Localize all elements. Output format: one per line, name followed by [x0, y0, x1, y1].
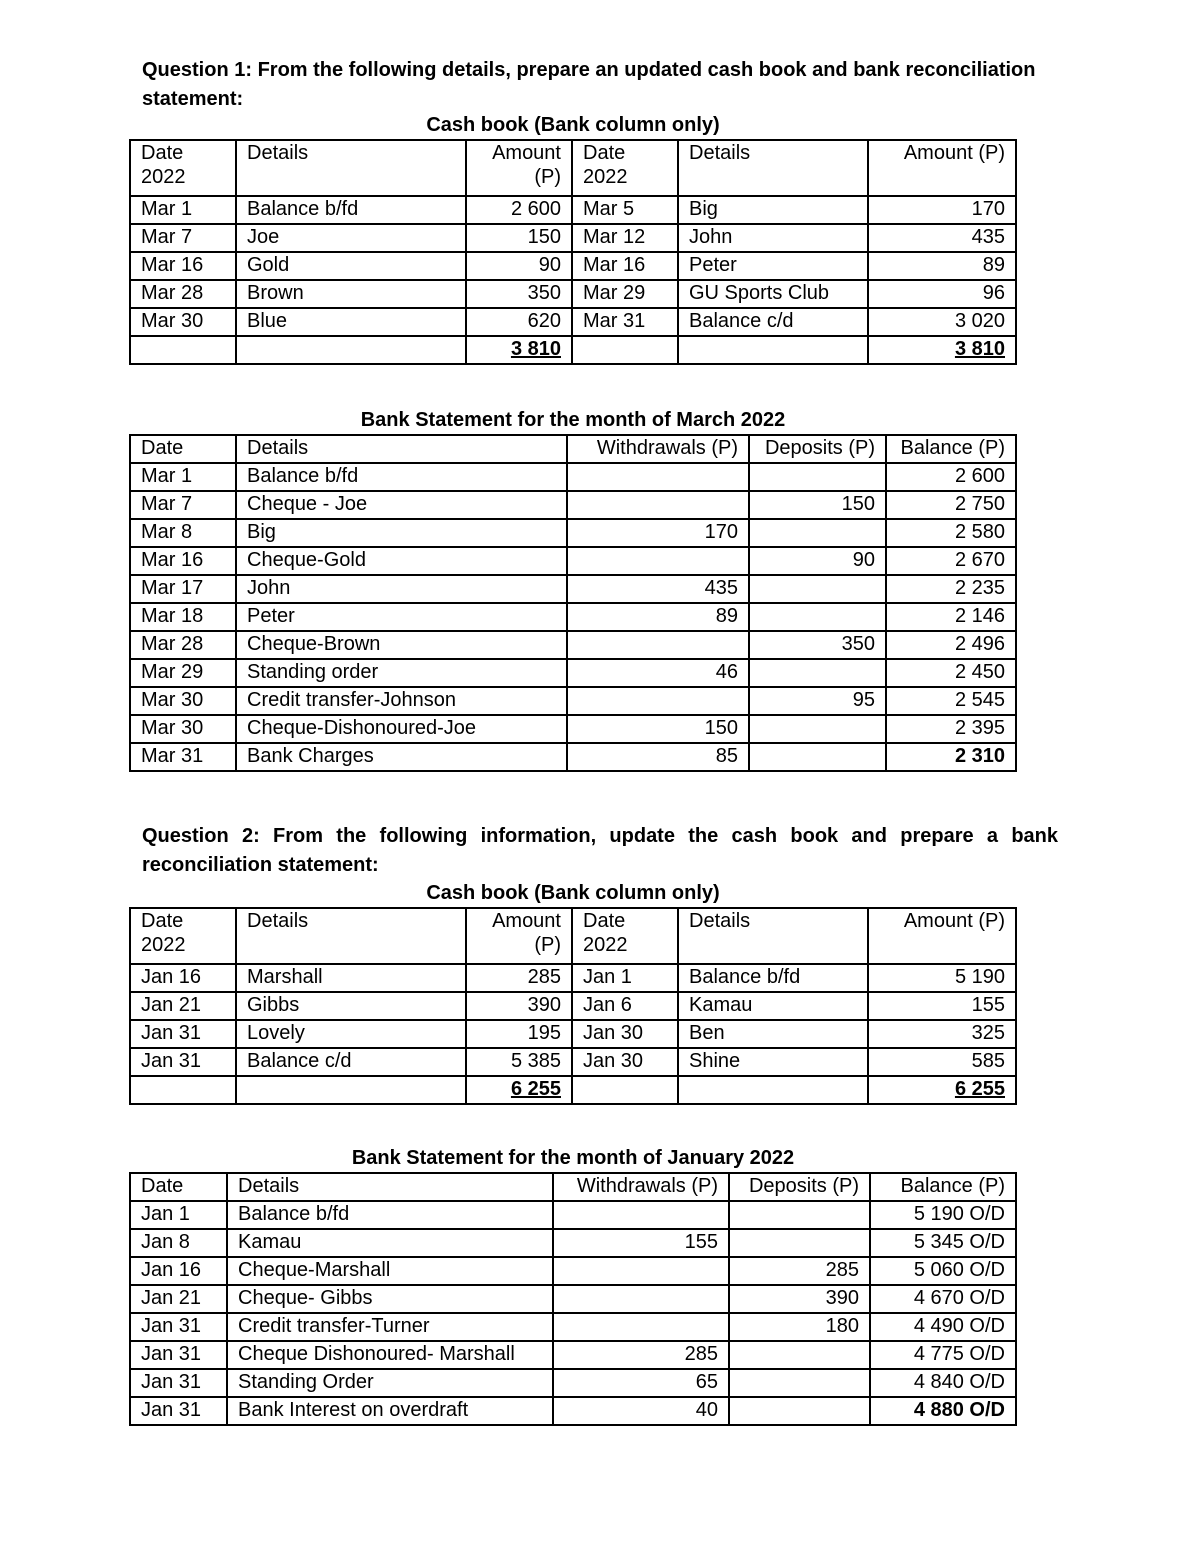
- balance-cell: 4 775 O/D: [870, 1341, 1016, 1369]
- details-cell: Standing order: [236, 659, 567, 687]
- withdrawals-cell: 155: [553, 1229, 729, 1257]
- amount-header: Amount (P): [868, 908, 1016, 964]
- q1-bank-statement-title: Bank Statement for the month of March 2022: [360, 409, 786, 431]
- totals-row: [130, 1076, 1016, 1104]
- deposits-cell: [729, 1201, 870, 1229]
- empty-cell: [130, 1076, 236, 1104]
- date-cell: Mar 16: [130, 547, 236, 575]
- balance-cell: 4 490 O/D: [870, 1313, 1016, 1341]
- amount-header: Amount (P): [466, 908, 572, 964]
- table-row: [130, 964, 1016, 992]
- details-cell: Cheque- Gibbs: [227, 1285, 553, 1313]
- balance-cell: 4 840 O/D: [870, 1369, 1016, 1397]
- date-cell: Jan 21: [130, 992, 236, 1020]
- balance-cell: 2 750: [886, 491, 1016, 519]
- details-cell: Brown: [236, 280, 466, 308]
- amount-cell: 90: [466, 252, 572, 280]
- table-row: [130, 1048, 1016, 1076]
- details-cell: Balance c/d: [236, 1048, 466, 1076]
- deposits-header: Deposits (P): [729, 1173, 870, 1201]
- q1-cashbook-table: [129, 139, 1017, 365]
- details-cell: Balance b/fd: [227, 1201, 553, 1229]
- empty-cell: [236, 336, 466, 364]
- date-cell: Jan 1: [130, 1201, 227, 1229]
- q2-bank-statement-table: [129, 1172, 1017, 1426]
- deposits-cell: [749, 603, 886, 631]
- details-cell: GU Sports Club: [678, 280, 868, 308]
- table-row: [130, 519, 1016, 547]
- details-header: Details: [236, 908, 466, 964]
- details-cell: Gold: [236, 252, 466, 280]
- details-cell: Cheque-Brown: [236, 631, 567, 659]
- withdrawals-cell: [553, 1257, 729, 1285]
- deposits-cell: 90: [749, 547, 886, 575]
- details-header: Details: [227, 1173, 553, 1201]
- question-1-text: Question 1: From the following details, prepare an updated cash book and bank reconciliation statement:: [142, 59, 1036, 110]
- amount-cell: 5 190: [868, 964, 1016, 992]
- details-cell: Standing Order: [227, 1369, 553, 1397]
- empty-cell: [236, 1076, 466, 1104]
- amount-cell: 285: [466, 964, 572, 992]
- empty-cell: [572, 336, 678, 364]
- deposits-cell: [749, 575, 886, 603]
- deposits-cell: 95: [749, 687, 886, 715]
- date-cell: Mar 18: [130, 603, 236, 631]
- deposits-cell: [729, 1369, 870, 1397]
- date-cell: Mar 30: [130, 687, 236, 715]
- empty-cell: [678, 336, 868, 364]
- amount-cell: 585: [868, 1048, 1016, 1076]
- balance-cell: 2 235: [886, 575, 1016, 603]
- amount-cell: 620: [466, 308, 572, 336]
- balance-cell: 2 545: [886, 687, 1016, 715]
- amount-cell: 390: [466, 992, 572, 1020]
- date-cell: Mar 31: [130, 743, 236, 771]
- table-row: [130, 631, 1016, 659]
- date-cell: Mar 1: [130, 463, 236, 491]
- q1-cashbook-title: Cash book (Bank column only): [426, 114, 720, 136]
- details-cell: Balance b/fd: [236, 463, 567, 491]
- date-header: Date: [130, 1173, 227, 1201]
- table-row: [130, 1313, 1016, 1341]
- details-cell: Bank Interest on overdraft: [227, 1397, 553, 1425]
- amount-header: Amount (P): [466, 140, 572, 196]
- date-cell: Jan 31: [130, 1369, 227, 1397]
- balance-cell: 5 345 O/D: [870, 1229, 1016, 1257]
- total-right-cell: 3 810: [868, 336, 1016, 364]
- date-cell: Jan 1: [572, 964, 678, 992]
- table-row: [130, 1285, 1016, 1313]
- date-cell: Jan 30: [572, 1048, 678, 1076]
- details-cell: Credit transfer-Johnson: [236, 687, 567, 715]
- withdrawals-cell: 40: [553, 1397, 729, 1425]
- withdrawals-cell: 65: [553, 1369, 729, 1397]
- amount-cell: 170: [868, 196, 1016, 224]
- balance-cell: 2 670: [886, 547, 1016, 575]
- table-row: [130, 1397, 1016, 1425]
- withdrawals-cell: 170: [567, 519, 749, 547]
- deposits-cell: 150: [749, 491, 886, 519]
- details-cell: Big: [236, 519, 567, 547]
- details-cell: Cheque Dishonoured- Marshall: [227, 1341, 553, 1369]
- withdrawals-cell: [553, 1313, 729, 1341]
- q2-cashbook-title: Cash book (Bank column only): [426, 882, 720, 904]
- table-row: [130, 1020, 1016, 1048]
- details-cell: Cheque - Joe: [236, 491, 567, 519]
- date-cell: Mar 31: [572, 308, 678, 336]
- empty-cell: [130, 336, 236, 364]
- details-cell: Marshall: [236, 964, 466, 992]
- date-cell: Mar 29: [572, 280, 678, 308]
- details-cell: Bank Charges: [236, 743, 567, 771]
- withdrawals-cell: [567, 631, 749, 659]
- details-header: Details: [236, 435, 567, 463]
- date-cell: Jan 31: [130, 1048, 236, 1076]
- date-cell: Mar 28: [130, 280, 236, 308]
- table-header-row: [130, 435, 1016, 463]
- table-row: [130, 224, 1016, 252]
- balance-header: Balance (P): [870, 1173, 1016, 1201]
- details-header: Details: [678, 908, 868, 964]
- date-header: Date 2022: [572, 140, 678, 196]
- table-row: [130, 1369, 1016, 1397]
- date-cell: Mar 8: [130, 519, 236, 547]
- details-cell: Ben: [678, 1020, 868, 1048]
- table-row: [130, 1229, 1016, 1257]
- amount-cell: 325: [868, 1020, 1016, 1048]
- date-cell: Jan 21: [130, 1285, 227, 1313]
- details-cell: Big: [678, 196, 868, 224]
- balance-cell: 2 146: [886, 603, 1016, 631]
- empty-cell: [572, 1076, 678, 1104]
- amount-cell: 155: [868, 992, 1016, 1020]
- amount-cell: 89: [868, 252, 1016, 280]
- balance-header: Balance (P): [886, 435, 1016, 463]
- empty-cell: [678, 1076, 868, 1104]
- table-header-row: [130, 140, 1016, 196]
- table-row: [130, 659, 1016, 687]
- amount-header: Amount (P): [868, 140, 1016, 196]
- withdrawals-cell: [553, 1285, 729, 1313]
- deposits-cell: [749, 519, 886, 547]
- details-cell: Cheque-Dishonoured-Joe: [236, 715, 567, 743]
- withdrawals-cell: [567, 687, 749, 715]
- deposits-cell: [729, 1397, 870, 1425]
- amount-cell: 350: [466, 280, 572, 308]
- date-header: Date: [130, 435, 236, 463]
- table-row: [130, 280, 1016, 308]
- details-cell: Peter: [678, 252, 868, 280]
- deposits-cell: 350: [749, 631, 886, 659]
- balance-cell: 5 190 O/D: [870, 1201, 1016, 1229]
- balance-cell: 2 310: [886, 743, 1016, 771]
- table-row: [130, 1341, 1016, 1369]
- amount-cell: 2 600: [466, 196, 572, 224]
- details-cell: Gibbs: [236, 992, 466, 1020]
- details-header: Details: [236, 140, 466, 196]
- date-header: Date 2022: [130, 140, 236, 196]
- table-row: [130, 252, 1016, 280]
- deposits-cell: 285: [729, 1257, 870, 1285]
- date-cell: Mar 30: [130, 715, 236, 743]
- q2-bank-statement-title: Bank Statement for the month of January 2022: [351, 1147, 795, 1169]
- table-row: [130, 575, 1016, 603]
- details-cell: Blue: [236, 308, 466, 336]
- table-row: [130, 1257, 1016, 1285]
- deposits-cell: 180: [729, 1313, 870, 1341]
- details-cell: Balance c/d: [678, 308, 868, 336]
- total-left-cell: 6 255: [466, 1076, 572, 1104]
- amount-cell: 195: [466, 1020, 572, 1048]
- date-cell: Jan 31: [130, 1020, 236, 1048]
- deposits-cell: [729, 1341, 870, 1369]
- table-header-row: [130, 908, 1016, 964]
- table-row: [130, 715, 1016, 743]
- date-cell: Jan 16: [130, 964, 236, 992]
- deposits-cell: [729, 1229, 870, 1257]
- withdrawals-cell: [567, 547, 749, 575]
- deposits-header: Deposits (P): [749, 435, 886, 463]
- details-cell: Balance b/fd: [236, 196, 466, 224]
- balance-cell: 4 670 O/D: [870, 1285, 1016, 1313]
- date-cell: Mar 29: [130, 659, 236, 687]
- date-cell: Jan 31: [130, 1313, 227, 1341]
- details-cell: John: [236, 575, 567, 603]
- q2-cashbook-table: [129, 907, 1017, 1105]
- withdrawals-cell: 85: [567, 743, 749, 771]
- balance-cell: 5 060 O/D: [870, 1257, 1016, 1285]
- details-cell: Kamau: [678, 992, 868, 1020]
- date-header: Date 2022: [572, 908, 678, 964]
- table-row: [130, 463, 1016, 491]
- table-row: [130, 491, 1016, 519]
- deposits-cell: [749, 463, 886, 491]
- details-cell: Credit transfer-Turner: [227, 1313, 553, 1341]
- table-row: [130, 308, 1016, 336]
- table-row: [130, 992, 1016, 1020]
- date-cell: Mar 16: [572, 252, 678, 280]
- date-cell: Mar 5: [572, 196, 678, 224]
- table-row: [130, 196, 1016, 224]
- withdrawals-cell: 89: [567, 603, 749, 631]
- date-cell: Jan 31: [130, 1397, 227, 1425]
- details-cell: Shine: [678, 1048, 868, 1076]
- balance-cell: 2 600: [886, 463, 1016, 491]
- details-cell: Cheque-Gold: [236, 547, 567, 575]
- date-cell: Mar 17: [130, 575, 236, 603]
- amount-cell: 435: [868, 224, 1016, 252]
- withdrawals-cell: 150: [567, 715, 749, 743]
- date-cell: Jan 31: [130, 1341, 227, 1369]
- deposits-cell: 390: [729, 1285, 870, 1313]
- date-cell: Mar 1: [130, 196, 236, 224]
- deposits-cell: [749, 743, 886, 771]
- details-cell: Kamau: [227, 1229, 553, 1257]
- table-row: [130, 547, 1016, 575]
- deposits-cell: [749, 715, 886, 743]
- q1-bank-statement-table: [129, 434, 1017, 772]
- date-header: Date 2022: [130, 908, 236, 964]
- withdrawals-header: Withdrawals (P): [567, 435, 749, 463]
- total-left-cell: 3 810: [466, 336, 572, 364]
- balance-cell: 4 880 O/D: [870, 1397, 1016, 1425]
- amount-cell: 5 385: [466, 1048, 572, 1076]
- details-cell: Joe: [236, 224, 466, 252]
- details-cell: Balance b/fd: [678, 964, 868, 992]
- details-cell: John: [678, 224, 868, 252]
- withdrawals-cell: 46: [567, 659, 749, 687]
- date-cell: Mar 7: [130, 224, 236, 252]
- details-cell: Peter: [236, 603, 567, 631]
- balance-cell: 2 395: [886, 715, 1016, 743]
- total-right-cell: 6 255: [868, 1076, 1016, 1104]
- withdrawals-header: Withdrawals (P): [553, 1173, 729, 1201]
- withdrawals-cell: 435: [567, 575, 749, 603]
- deposits-cell: [749, 659, 886, 687]
- details-cell: Cheque-Marshall: [227, 1257, 553, 1285]
- withdrawals-cell: [567, 491, 749, 519]
- date-cell: Mar 30: [130, 308, 236, 336]
- details-cell: Lovely: [236, 1020, 466, 1048]
- table-row: [130, 687, 1016, 715]
- date-cell: Mar 16: [130, 252, 236, 280]
- totals-row: [130, 336, 1016, 364]
- withdrawals-cell: 285: [553, 1341, 729, 1369]
- date-cell: Jan 30: [572, 1020, 678, 1048]
- date-cell: Mar 12: [572, 224, 678, 252]
- balance-cell: 2 450: [886, 659, 1016, 687]
- table-header-row: [130, 1173, 1016, 1201]
- balance-cell: 2 580: [886, 519, 1016, 547]
- amount-cell: 3 020: [868, 308, 1016, 336]
- date-cell: Mar 7: [130, 491, 236, 519]
- question-2-text: Question 2: From the following information, update the cash book and prepare a bank reconciliation statement:: [142, 825, 1058, 876]
- date-cell: Mar 28: [130, 631, 236, 659]
- withdrawals-cell: [567, 463, 749, 491]
- date-cell: Jan 16: [130, 1257, 227, 1285]
- table-row: [130, 743, 1016, 771]
- withdrawals-cell: [553, 1201, 729, 1229]
- details-header: Details: [678, 140, 868, 196]
- date-cell: Jan 6: [572, 992, 678, 1020]
- table-row: [130, 1201, 1016, 1229]
- amount-cell: 150: [466, 224, 572, 252]
- date-cell: Jan 8: [130, 1229, 227, 1257]
- table-row: [130, 603, 1016, 631]
- amount-cell: 96: [868, 280, 1016, 308]
- balance-cell: 2 496: [886, 631, 1016, 659]
